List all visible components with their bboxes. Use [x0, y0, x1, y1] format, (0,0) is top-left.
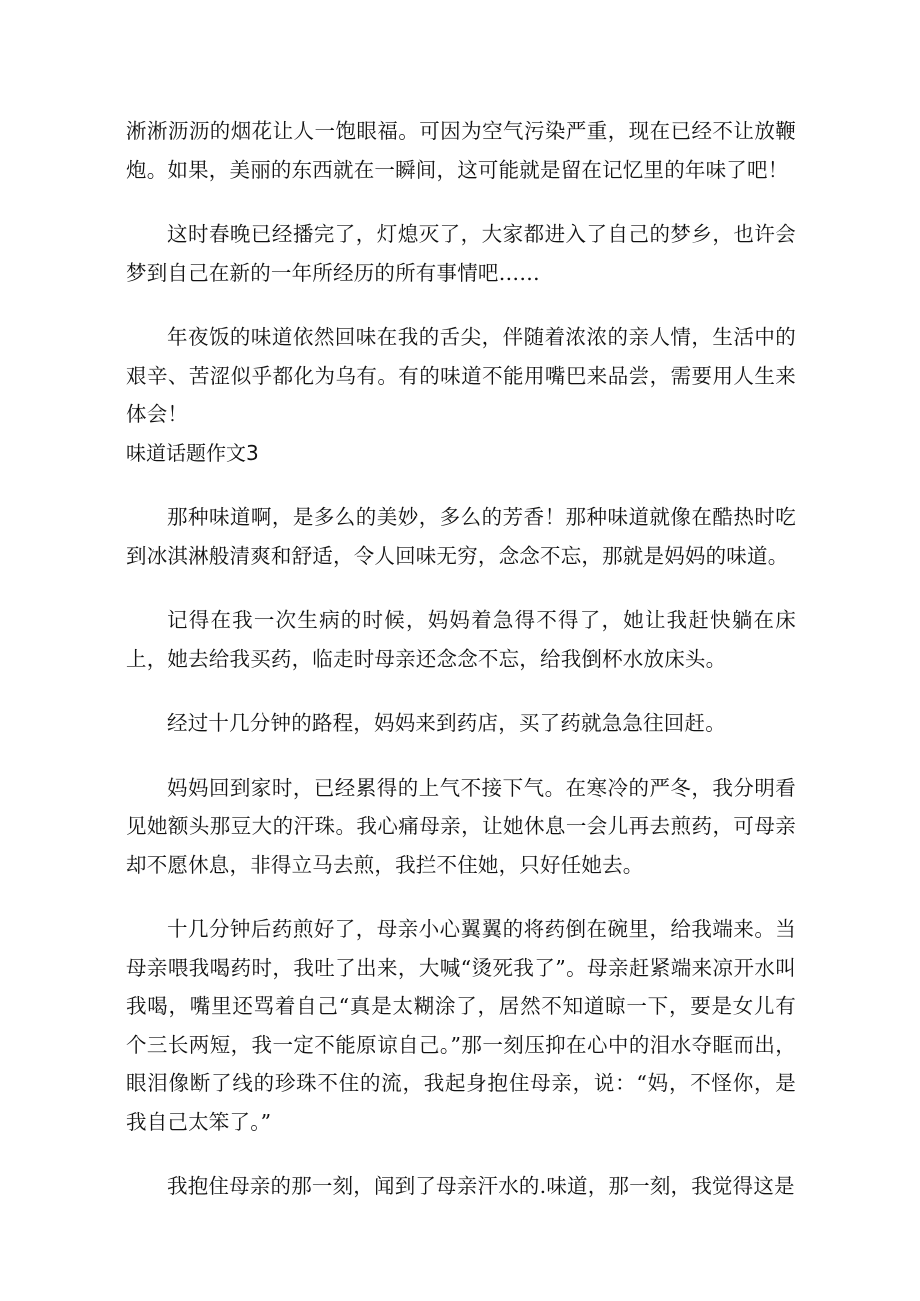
paragraph-fireworks: 淅淅沥沥的烟花让人一饱眼福。可因为空气污染严重，现在已经不让放鞭炮。如果，美丽的东西就在一瞬间，这可能就是留在记忆里的年味了吧！	[126, 119, 796, 182]
paragraph-gap	[126, 472, 796, 498]
section-heading: 味道话题作文3	[126, 440, 259, 465]
paragraph-gap	[126, 678, 796, 704]
paragraph-returning-home: 妈妈回到家时，已经累得的上气不接下气。在寒冷的严冬，我分明看见她额头那豆大的汗珠。我心痛母亲，让她休息一会儿再去煎药，可母亲却不愿休息，非得立马去煎，我拦不住她，只好任她去。	[126, 775, 796, 877]
paragraph-new-year-dinner: 年夜饭的味道依然回味在我的舌尖，伴随着浓浓的亲人情，生活中的艰辛、苦涩似乎都化为乌有。有的味道不能用嘴巴来品尝，需要用人生来体会！	[126, 325, 796, 426]
paragraph-hug: 我抱住母亲的那一刻，闻到了母亲汗水的.味道，那一刻，我觉得这是	[167, 1174, 795, 1198]
paragraph-mother-taste: 那种味道啊，是多么的美妙，多么的芳香！那种味道就像在酷热时吃到冰淇淋般清爽和舒适，令人回味无穷，念念不忘，那就是妈妈的味道。	[126, 505, 796, 568]
paragraph-gap	[126, 743, 796, 769]
paragraph-pharmacy: 经过十几分钟的路程，妈妈来到药店，买了药就急急往回赶。	[167, 711, 726, 735]
document-body	[126, 112, 796, 1206]
paragraph-spring-gala: 这时春晚已经播完了，灯熄灭了，大家都进入了自己的梦乡，也许会梦到自己在新的一年所经历的所有事情吧……	[126, 222, 796, 285]
paragraph-gap	[126, 189, 796, 215]
paragraph-gap	[126, 575, 796, 601]
paragraph-gap	[126, 292, 796, 318]
paragraph-sick-memory: 记得在我一次生病的时候，妈妈着急得不得了，她让我赶快躺在床上，她去给我买药，临走时母亲还念念不忘，给我倒杯水放床头。	[126, 608, 796, 671]
paragraph-medicine: 十几分钟后药煎好了，母亲小心翼翼的将药倒在碗里，给我端来。当母亲喂我喝药时，我吐了出来，大喊“烫死我了”。母亲赶紧端来凉开水叫我喝，嘴里还骂着自己“真是太糊涂了，居然不知道晾一下，要是女儿有个三长两短，我一定不能原谅自己。”那一刻压抑在心中的泪水夺眶而出，眼泪像断了线的珍珠不住的流，我起身抱住母亲，说：“妈，不怪你，是我自己太笨了。”	[126, 917, 796, 1134]
paragraph-gap	[126, 884, 796, 910]
paragraph-gap	[126, 1141, 796, 1167]
